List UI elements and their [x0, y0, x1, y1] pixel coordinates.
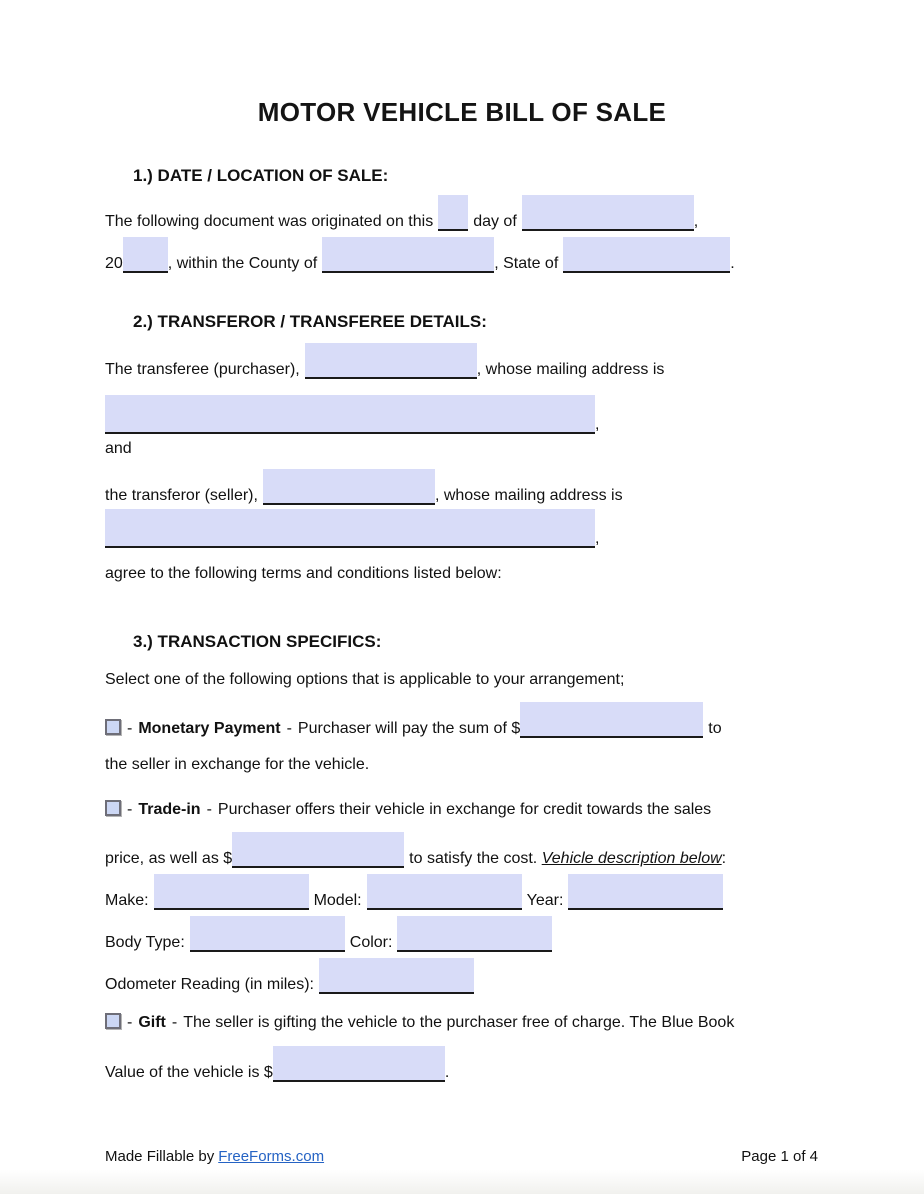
section1-heading: 1.) DATE / LOCATION OF SALE:: [133, 166, 389, 185]
year-label: Year:: [526, 892, 564, 909]
tradein-text: Purchaser offers their vehicle in exchange for credit towards the sales: [217, 801, 712, 818]
section2-heading: 2.) TRANSFEROR / TRANSFEREE DETAILS:: [133, 312, 487, 331]
seller-name-field[interactable]: [263, 469, 435, 505]
period: .: [730, 255, 735, 272]
state-text: , State of: [494, 255, 559, 272]
dash: -: [127, 1014, 133, 1031]
make-model-year-line: [105, 874, 728, 916]
gift-checkbox[interactable]: [105, 1013, 121, 1029]
made-fillable-label: Made Fillable by: [105, 1148, 215, 1165]
comma: ,: [595, 530, 600, 547]
comma: ,: [595, 416, 600, 433]
dash: -: [127, 801, 133, 818]
trade-in-label: Trade-in: [138, 801, 201, 818]
gift-option-line1: [105, 1002, 734, 1044]
day-of-sale-field[interactable]: [438, 195, 468, 231]
tradein-option-line2: [105, 832, 726, 874]
section1-line1-mid: day of: [473, 213, 517, 230]
blue-book-value-field[interactable]: [273, 1046, 445, 1082]
section3-heading: 3.) TRANSACTION SPECIFICS:: [133, 632, 382, 651]
year-prefix: 20: [105, 255, 123, 272]
trade-in-checkbox[interactable]: [105, 800, 121, 816]
monetary-text: Purchaser will pay the sum of $: [297, 720, 521, 737]
seller-line: [105, 469, 623, 511]
dash: -: [171, 1014, 178, 1031]
gift-option-line2: [105, 1046, 449, 1088]
state-field[interactable]: [563, 237, 730, 273]
body-type-field[interactable]: [190, 916, 345, 952]
purchaser-name-field[interactable]: [305, 343, 477, 379]
purchaser-line: [105, 343, 664, 385]
page-bottom-edge: [0, 1170, 924, 1194]
odometer-line: [105, 958, 479, 1000]
tradein-credit-field[interactable]: [232, 832, 404, 868]
purchaser-pre-text: The transferee (purchaser),: [105, 361, 300, 378]
tradein-price-text: price, as well as $: [105, 850, 233, 867]
section1-line2: [105, 237, 735, 279]
odometer-label: Odometer Reading (in miles):: [105, 976, 314, 993]
and-line: and: [105, 440, 132, 457]
page-number: Page 1 of 4: [741, 1148, 818, 1165]
vehicle-make-field[interactable]: [154, 874, 309, 910]
monetary-payment-checkbox[interactable]: [105, 719, 121, 735]
year-field[interactable]: [123, 237, 168, 273]
section1-line1: [105, 195, 698, 237]
dash: -: [206, 801, 212, 818]
vehicle-color-field[interactable]: [397, 916, 552, 952]
county-text: , within the County of: [167, 255, 318, 272]
footer-made-fillable: [105, 1146, 324, 1168]
dash: -: [127, 720, 133, 737]
make-label: Make:: [105, 892, 149, 909]
options-intro-line: Select one of the following options that is applicable to your arrangement;: [105, 671, 625, 688]
gift-value-text: Value of the vehicle is $: [105, 1064, 273, 1081]
monetary-after-text: to: [708, 720, 722, 737]
body-type-label: Body Type:: [105, 934, 185, 951]
payment-amount-field[interactable]: [520, 702, 703, 738]
odometer-field[interactable]: [319, 958, 474, 994]
vehicle-description-note: Vehicle description below: [541, 850, 722, 867]
month-field[interactable]: [522, 195, 694, 231]
purchaser-address-field[interactable]: [105, 395, 595, 434]
purchaser-post-text: , whose mailing address is: [476, 361, 665, 378]
agree-line: agree to the following terms and conditions listed below:: [105, 565, 502, 582]
vehicle-model-field[interactable]: [367, 874, 522, 910]
freeforms-link[interactable]: FreeForms.com: [218, 1148, 325, 1165]
colon: :: [721, 850, 727, 867]
document-title: MOTOR VEHICLE BILL OF SALE: [257, 97, 667, 127]
tradein-cost-text: to satisfy the cost.: [409, 850, 538, 867]
color-label: Color:: [349, 934, 393, 951]
seller-address-line: [105, 509, 599, 551]
seller-post-text: , whose mailing address is: [434, 487, 623, 504]
dash: -: [286, 720, 292, 737]
seller-pre-text: the transferor (seller),: [105, 487, 258, 504]
purchaser-address-line: [105, 395, 599, 437]
section1-line1-text: The following document was originated on this: [105, 213, 434, 230]
gift-label: Gift: [138, 1014, 166, 1031]
model-label: Model:: [313, 892, 362, 909]
gift-text: The seller is gifting the vehicle to the purchaser free of charge. The Blue Book: [183, 1014, 735, 1031]
tradein-option-line1: [105, 789, 711, 831]
seller-address-field[interactable]: [105, 509, 595, 548]
monetary-option-line1: [105, 702, 722, 744]
monetary-option-line2: the seller in exchange for the vehicle.: [105, 756, 370, 773]
vehicle-year-field[interactable]: [568, 874, 723, 910]
monetary-payment-label: Monetary Payment: [138, 720, 281, 737]
period: .: [444, 1064, 450, 1081]
bodytype-color-line: [105, 916, 557, 958]
county-field[interactable]: [322, 237, 494, 273]
comma: ,: [693, 213, 699, 230]
